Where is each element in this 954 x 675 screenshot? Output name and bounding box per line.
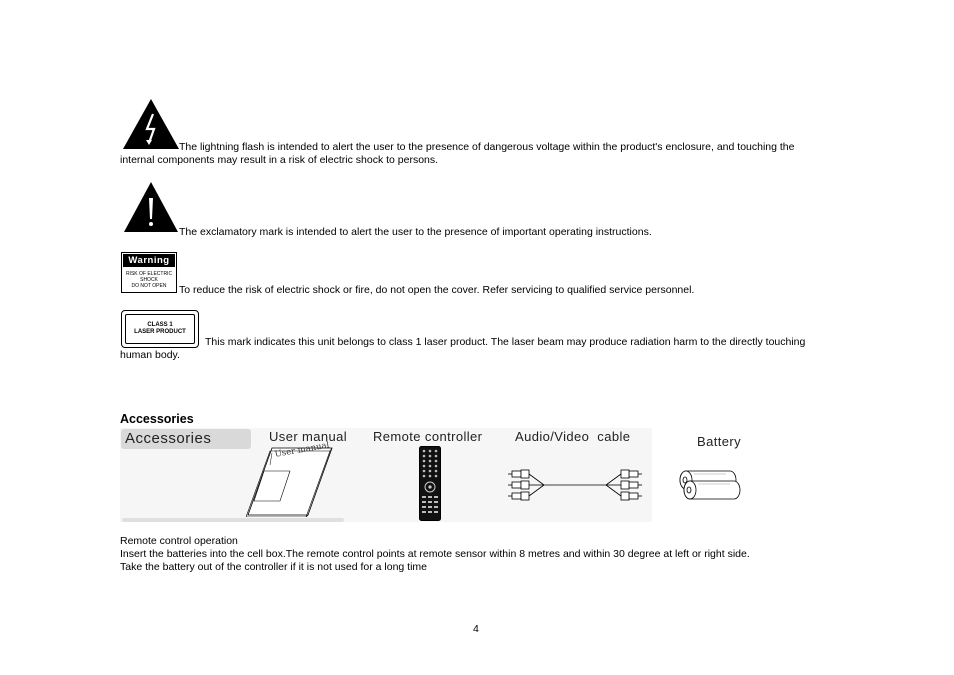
remote-operation-line1: Insert the batteries into the cell box.The remote control points at remote sensor within 8 metres and within 30 degree at left or right side. (120, 548, 750, 560)
av-cable-icon (508, 467, 642, 512)
lightning-notice-line1: The lightning flash is intended to alert the user to the presence of dangerous voltage within the product's enclosure, and touching the (179, 141, 795, 153)
accessory-label-battery: Battery (697, 434, 741, 449)
exclamation-notice-line1: The exclamatory mark is intended to alert the user to the presence of important operating instructions. (179, 226, 652, 238)
accessory-label-av-cable: Audio/Video cable (515, 429, 631, 444)
battery-icon (676, 468, 744, 509)
laser-notice-line2: human body. (120, 349, 180, 361)
laser-label-line2: LASER PRODUCT (134, 329, 186, 335)
warning-label-line1: RISK OF ELECTRIC SHOCK (125, 271, 173, 283)
warning-notice-line1: To reduce the risk of electric shock or fire, do not open the cover. Refer servicing to qualified service personnel. (179, 284, 695, 296)
remote-controller-icon (419, 446, 441, 526)
user-manual-cover-text: User manual (274, 440, 331, 460)
lightning-notice-line2: internal components may result in a risk of electric shock to persons. (120, 154, 439, 166)
laser-class-label-icon (121, 310, 199, 348)
warning-label-line2: DO NOT OPEN (131, 283, 167, 289)
remote-operation-title: Remote control operation (120, 535, 238, 547)
laser-notice-line1: This mark indicates this unit belongs to class 1 laser product. The laser beam may produce radiation harm to the directly touching (205, 336, 806, 348)
lightning-warning-icon (122, 98, 180, 150)
laser-label-line1: CLASS 1 (147, 322, 173, 328)
accessories-heading: Accessories (120, 412, 194, 426)
accessory-label-user-manual: User manual (269, 429, 348, 444)
accessories-tab: Accessories (121, 429, 251, 449)
page-number: 4 (473, 623, 479, 635)
accessory-label-remote-controller: Remote controller (373, 429, 483, 444)
remote-operation-line2: Take the battery out of the controller if it is not used for a long time (120, 561, 427, 573)
exclamation-warning-icon (123, 181, 179, 233)
warning-label-icon (121, 252, 177, 293)
warning-label-head: Warning (123, 254, 175, 267)
